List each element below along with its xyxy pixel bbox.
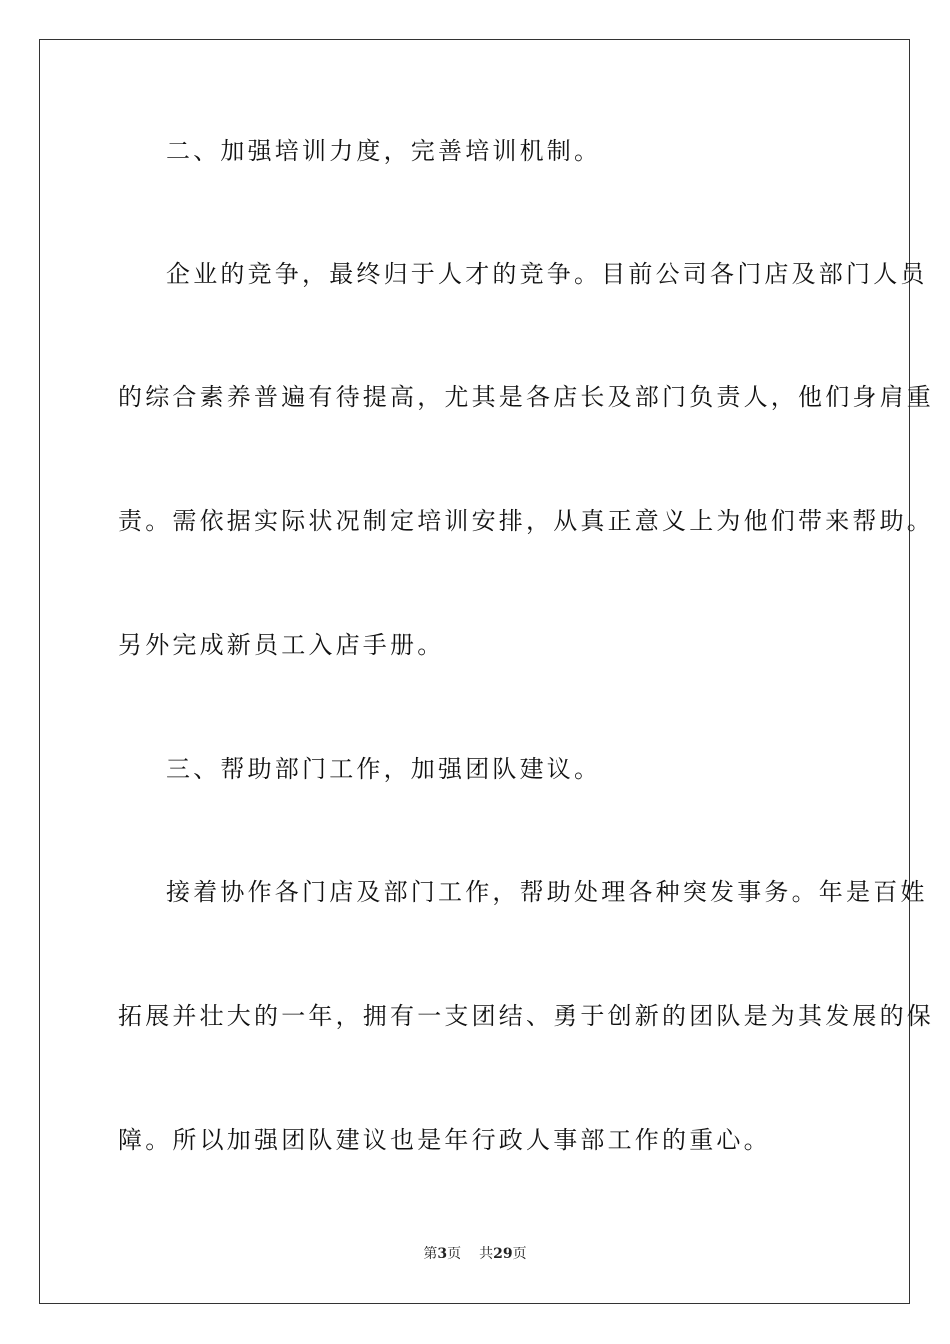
section-heading-2: 二、加强培训力度，完善培训机制。 (166, 137, 602, 165)
paragraph-line: 企业的竞争，最终归于人才的竞争。目前公司各门店及部门人员 (166, 260, 928, 288)
total-suffix: 页 (512, 1246, 527, 1262)
paragraph-line: 的综合素养普遍有待提高，尤其是各店长及部门负责人，他们身肩重 (118, 383, 934, 411)
page-border (39, 39, 910, 1304)
total-prefix: 共 (479, 1246, 494, 1262)
paragraph-line: 责。需依据实际状况制定培训安排，从真正意义上为他们带来帮助。 (118, 507, 934, 535)
page-footer (0, 1245, 950, 1263)
total-pages: 29 (493, 1246, 513, 1262)
paragraph-line: 另外完成新员工入店手册。 (118, 631, 445, 659)
paragraph-line: 障。所以加强团队建议也是年行政人事部工作的重心。 (118, 1126, 771, 1154)
page-suffix: 页 (447, 1246, 462, 1262)
paragraph-line: 拓展并壮大的一年，拥有一支团结、勇于创新的团队是为其发展的保 (118, 1002, 934, 1030)
page-number: 3 (437, 1246, 448, 1262)
page-prefix: 第 (423, 1246, 438, 1262)
section-heading-3: 三、帮助部门工作，加强团队建议。 (166, 755, 602, 783)
paragraph-line: 接着协作各门店及部门工作，帮助处理各种突发事务。年是百姓 (166, 878, 928, 906)
